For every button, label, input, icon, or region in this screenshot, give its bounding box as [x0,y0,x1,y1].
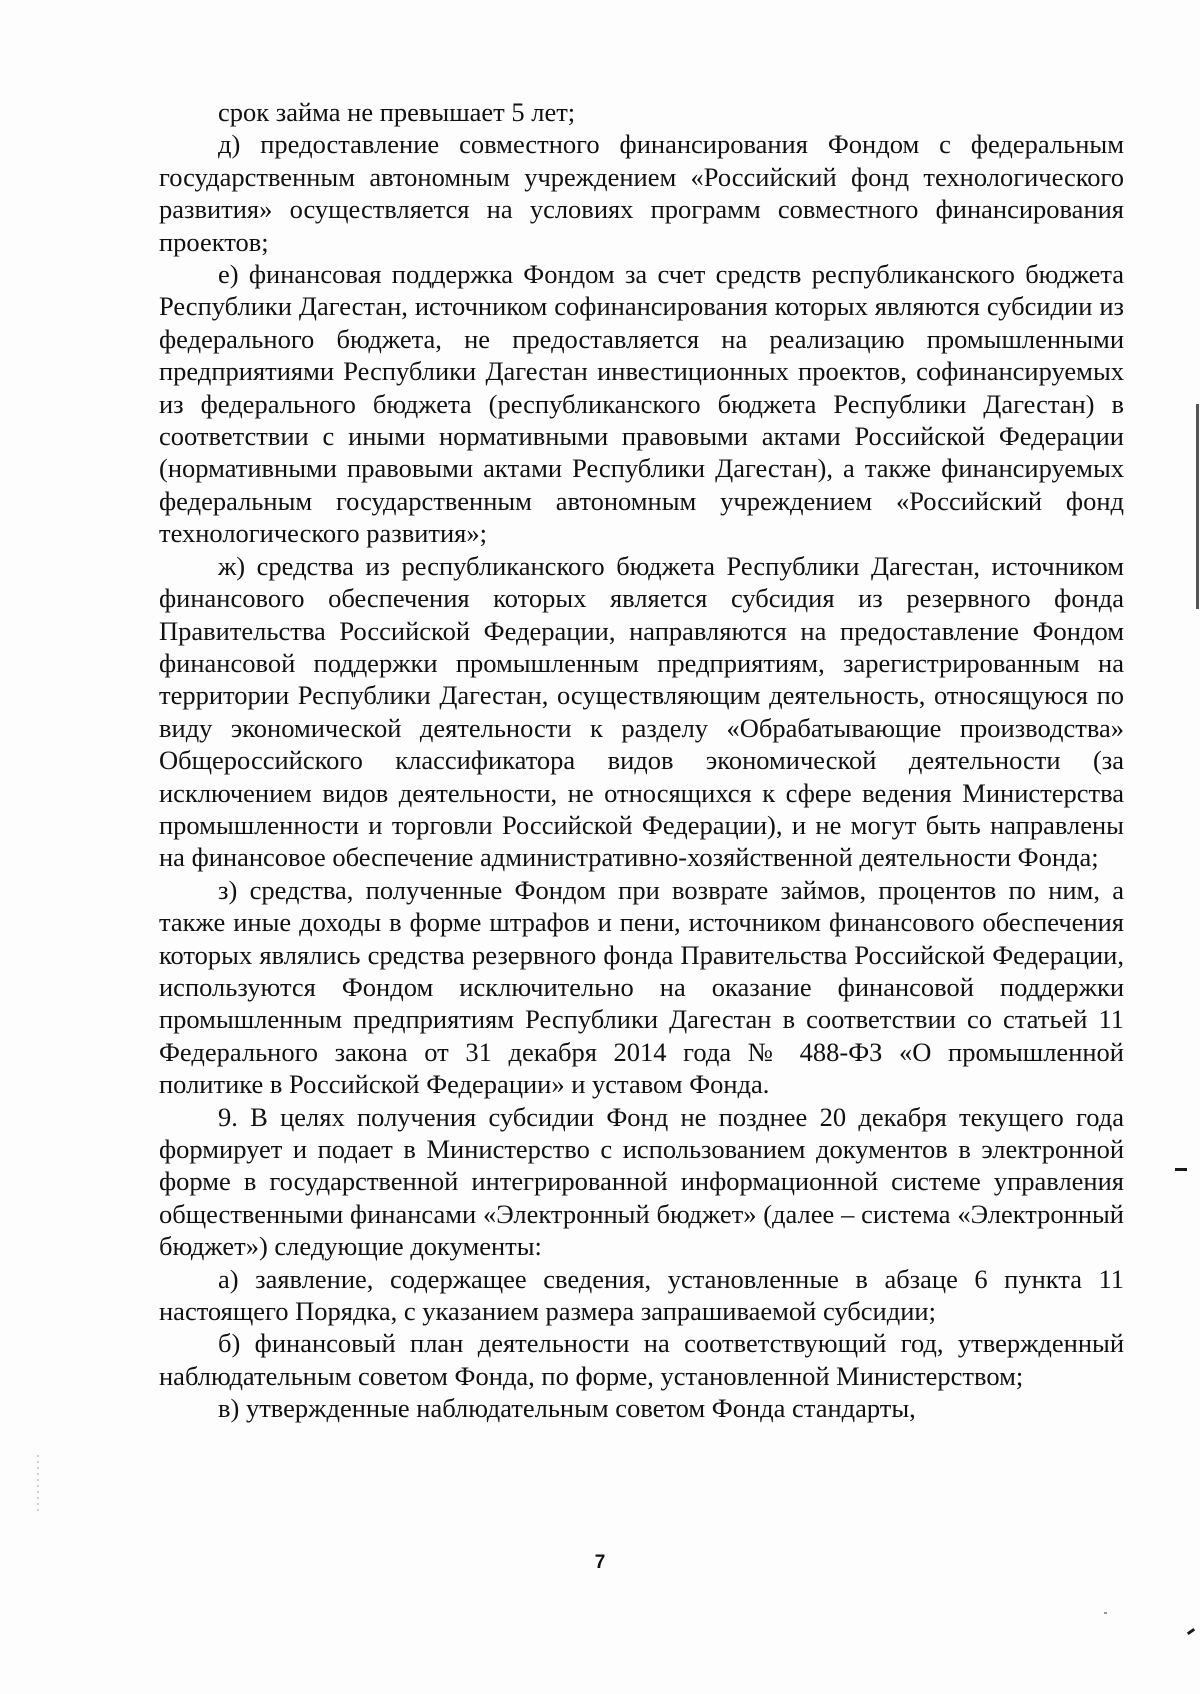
paragraph-z-returned-funds: з) средства, полученные Фондом при возврате займов, процентов по ним, а также иные доходы в форме штрафов и пени, источником финансового обеспечения которых являлись средства резервного фонда Правительства Российской Федерации, используются Фондом исключительно на оказание финансовой поддержки промышленным предприятиям Республики Дагестан в соответствии со статьей 11 Федерального закона от 31 декабря 2014 года № 488-ФЗ «О промышленной политике в Российской Федерации» и уставом Фонда. [159,874,1124,1100]
paragraph-e-financial-support: е) финансовая поддержка Фондом за счет средств республиканского бюджета Республики Дагестан, источником софинансирования которых являются субсидии из федерального бюджета, не предоставляется на реализацию промышленными предприятиями Республики Дагестан инвестиционных проектов, софинансируемых из федерального бюджета (республиканского бюджета Республики Дагестан) в соответствии с иными нормативными правовыми актами Российской Федерации (нормативными правовыми актами Республики Дагестан), а также финансируемых федеральным государственным автономным учреждением «Российский фонд технологического развития»; [159,259,1124,549]
scan-dash-mark [1175,1168,1187,1171]
scan-edge-line [1196,404,1199,609]
paragraph-d-joint-financing: д) предоставление совместного финансирования Фондом с федеральным государственным автономным учреждением «Российский фонд технологического развития» осуществляется на условиях программ совместного финансирования проектов; [159,129,1124,257]
paragraph-v-standards: в) утвержденные наблюдательным советом Фонда стандарты, [218,1393,916,1424]
scan-tick-mark [1187,1628,1195,1635]
paragraph-9-subsidy-application: 9. В целях получения субсидии Фонд не позднее 20 декабря текущего года формирует и подает в Министерство с использованием документов в электронной форме в государственной интегрированной информационной системе управления общественными финансами «Электронный бюджет» (далее – система «Электронный бюджет») следующие документы: [159,1101,1124,1262]
scan-dotted-margin [37,1455,39,1515]
scan-dot-mark [1104,1612,1107,1614]
paragraph-b-financial-plan: б) финансовый план деятельности на соответствующий год, утвержденный наблюдательным советом Фонда, по форме, установленной Министерством; [159,1328,1124,1391]
paragraph-a-application: а) заявление, содержащее сведения, установленные в абзаце 6 пункта 11 настоящего Порядка, с указанием размера запрашиваемой субсидии; [159,1263,1124,1327]
page-number: 7 [594,1552,606,1573]
paragraph-loan-term: срок займа не превышает 5 лет; [218,97,576,127]
document-body [159,96,1124,1425]
paragraph-zh-reserve-fund: ж) средства из республиканского бюджета Республики Дагестан, источником финансового обеспечения которых является субсидия из резервного фонда Правительства Российской Федерации, направляются на предоставление Фондом финансовой поддержки промышленным предприятиям, зарегистрированным на территории Республики Дагестан, осуществляющим деятельность, относящуюся по виду экономической деятельности к разделу «Обрабатывающие производства» Общероссийского классификатора видов экономической деятельности (за исключением видов деятельности, не относящихся к сфере ведения Министерства промышленности и торговли Российской Федерации), и не могут быть направлены на финансовое обеспечение административно-хозяйственной деятельности Фонда; [159,550,1124,873]
